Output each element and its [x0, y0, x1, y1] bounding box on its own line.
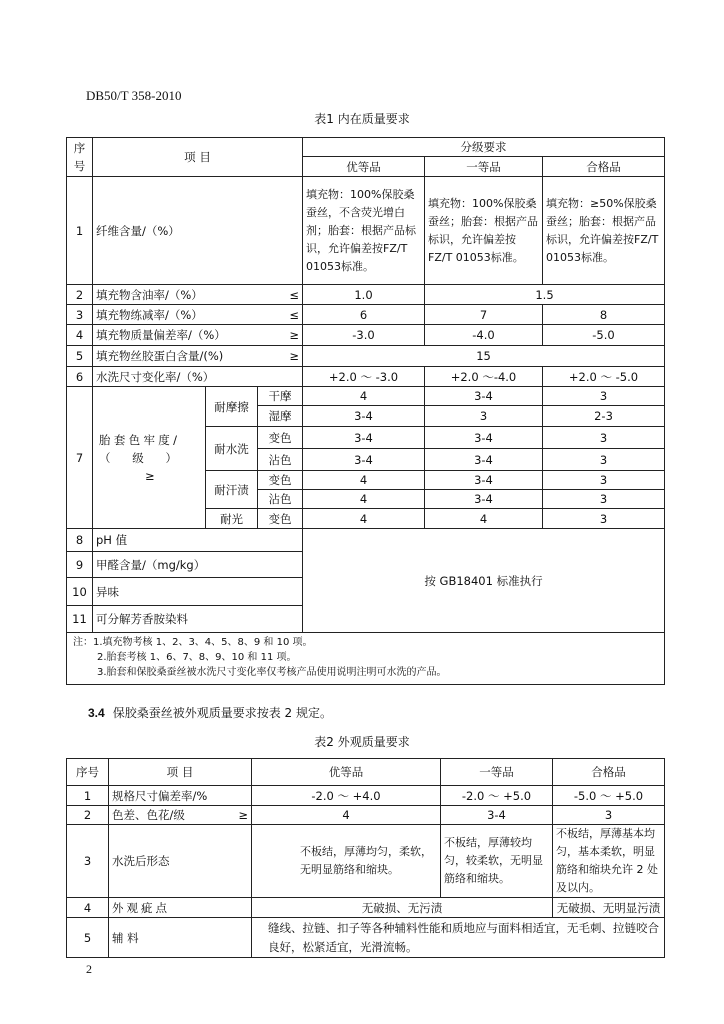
row2-symbol: ≤: [258, 285, 303, 305]
row7-sub-5-grade-2: 3-4: [425, 471, 543, 490]
row7-item: [93, 387, 206, 529]
row7-sub-7: 变色: [258, 509, 303, 529]
row7-sub-2-grade-2: 3: [425, 406, 543, 427]
row7-item-label: 胎套色牢度/（级）: [99, 432, 179, 465]
row2-grade-1: 1.0: [303, 285, 425, 305]
row5-grade-all: 15: [303, 346, 665, 367]
row3-no: 3: [67, 305, 93, 325]
row4-grade-2: -4.0: [425, 325, 543, 346]
row9-item: 甲醛含量/（mg/kg）: [93, 552, 303, 578]
row7-symbol: ≥: [145, 468, 155, 483]
row7-sub-4-grade-2: 3-4: [425, 449, 543, 471]
t2-row4-item: 外观疵点: [109, 898, 252, 918]
t2-row5-grade-all: 缝线、拉链、扣子等各种辅料性能和质地应与面料相适宜，无毛刺、拉链咬合良好，松紧适宜，光滑流畅。: [252, 918, 665, 958]
row7-sub-3-grade-3: 3: [543, 427, 665, 449]
header-no: 序 号: [67, 138, 93, 177]
t2-row5-no: 5: [67, 918, 109, 958]
row7-sub-4-grade-1: 3-4: [303, 449, 425, 471]
row7-sub-1-grade-3: 3: [543, 387, 665, 406]
t2-row2-grade-3: 3: [553, 806, 665, 825]
row1-grade-3: 填充物：≥50%保胶桑蚕丝；胎套：根据产品标识，允许偏差按FZ/T 01053标准。: [543, 177, 665, 285]
row7-sub-3-grade-2: 3-4: [425, 427, 543, 449]
row3-grade-3: 8: [543, 305, 665, 325]
row7-sub-2: 湿摩: [258, 406, 303, 427]
row2-item: 填充物含油率/（%）: [93, 285, 258, 305]
row1-item: 纤维含量/（%）: [93, 177, 303, 285]
t2-header-item: 项 目: [109, 759, 252, 786]
t2-row1-grade-2: -2.0 ～ +5.0: [441, 786, 553, 806]
section-text: 保胶桑蚕丝被外观质量要求按表 2 规定。: [112, 706, 332, 720]
document-id: DB50/T 358-2010: [86, 88, 182, 103]
row2-no: 2: [67, 285, 93, 305]
t2-row4-grade-12: 无破损、无污渍: [252, 898, 553, 918]
row3-grade-2: 7: [425, 305, 543, 325]
row7-group-wash: 耐水洗: [206, 427, 258, 471]
row1-no: 1: [67, 177, 93, 285]
t2-header-grade-2: 一等品: [441, 759, 553, 786]
row6-grade-2: +2.0 ～-4.0: [425, 367, 543, 387]
page-number: 2: [86, 962, 92, 976]
row7-sub-4-grade-3: 3: [543, 449, 665, 471]
row7-sub-1-grade-1: 4: [303, 387, 425, 406]
row5-no: 5: [67, 346, 93, 367]
row5-item: 填充物丝胶蛋白含量/(%): [93, 346, 258, 367]
t2-row3-grade-2: 不板结，厚薄较均匀，较柔软，无明显筋络和缩块。: [441, 825, 553, 898]
header-item: 项 目: [93, 138, 303, 177]
t2-row3-no: 3: [67, 825, 109, 898]
row7-sub-1: 干摩: [258, 387, 303, 406]
row7-no: 7: [67, 387, 93, 529]
row7-group-rub: 耐摩擦: [206, 387, 258, 427]
t2-row1-no: 1: [67, 786, 109, 806]
row6-grade-3: +2.0 ～ -5.0: [543, 367, 665, 387]
row4-no: 4: [67, 325, 93, 346]
note-2: 2.胎套考核 1、6、7、8、9、10 和 11 项。: [97, 652, 297, 663]
row5-symbol: ≥: [258, 346, 303, 367]
row7-sub-2-grade-3: 2-3: [543, 406, 665, 427]
t2-row2-grade-1: 4: [252, 806, 441, 825]
table1-notes: [67, 633, 665, 685]
row9-no: 9: [67, 552, 93, 578]
t2-row1-item: 规格尺寸偏差率/%: [109, 786, 252, 806]
t2-row3-item: 水洗后形态: [109, 825, 252, 898]
row3-symbol: ≤: [258, 305, 303, 325]
t2-header-grade-1: 优等品: [252, 759, 441, 786]
header-grade-1: 优等品: [303, 157, 425, 177]
table2-caption: 表2 外观质量要求: [314, 735, 410, 749]
t2-row1-grade-3: -5.0 ～ +5.0: [553, 786, 665, 806]
row7-sub-5-grade-1: 4: [303, 471, 425, 490]
t2-row3-grade-3: 不板结，厚薄基本均匀，基本柔软，明显筋络和缩块允许 2 处及以内。: [553, 825, 665, 898]
row7-sub-2-grade-1: 3-4: [303, 406, 425, 427]
t2-header-no: 序号: [67, 759, 109, 786]
note-3: 3.胎套和保胶桑蚕丝被水洗尺寸变化率仅考核产品使用说明注明可水洗的产品。: [97, 667, 447, 678]
t2-row2-grade-2: 3-4: [441, 806, 553, 825]
row4-grade-3: -5.0: [543, 325, 665, 346]
t2-header-grade-3: 合格品: [553, 759, 665, 786]
t2-row4-grade-3: 无破损、无明显污渍: [553, 898, 665, 918]
row1-grade-1: 填充物：100%保胶桑蚕丝，不含荧光增白剂；胎套：根据产品标识，允许偏差按FZ/T 01053标准。: [303, 177, 425, 285]
row11-item: 可分解芳香胺染料: [93, 606, 303, 633]
row7-sub-5: 变色: [258, 471, 303, 490]
row6-grade-1: +2.0 ～ -3.0: [303, 367, 425, 387]
row3-grade-1: 6: [303, 305, 425, 325]
row1-grade-2: 填充物：100%保胶桑蚕丝；胎套：根据产品标识，允许偏差按FZ/T 01053标准。: [425, 177, 543, 285]
header-grade-2: 一等品: [425, 157, 543, 177]
row4-grade-1: -3.0: [303, 325, 425, 346]
t2-row2-symbol: ≥: [216, 806, 252, 825]
rows8-11-value: 按 GB18401 标准执行: [303, 529, 665, 633]
t2-row4-no: 4: [67, 898, 109, 918]
row7-sub-4: 沾色: [258, 449, 303, 471]
header-grade-group: 分级要求: [303, 138, 665, 157]
header-grade-3: 合格品: [543, 157, 665, 177]
section-3-4: [88, 704, 332, 721]
appearance-quality-table: [66, 758, 665, 958]
t2-row1-grade-1: -2.0 ～ +4.0: [252, 786, 441, 806]
section-number: 3.4: [88, 706, 105, 720]
t2-row2-no: 2: [67, 806, 109, 825]
row7-sub-3: 变色: [258, 427, 303, 449]
row7-group-light: 耐光: [206, 509, 258, 529]
row7-sub-6: 沾色: [258, 490, 303, 509]
row6-no: 6: [67, 367, 93, 387]
row7-sub-6-grade-3: 3: [543, 490, 665, 509]
row3-item: 填充物练减率/（%）: [93, 305, 258, 325]
row7-sub-7-grade-2: 4: [425, 509, 543, 529]
row2-grade-23: 1.5: [425, 285, 665, 305]
t2-row3-grade-1: 不板结，厚薄均匀，柔软，无明显筋络和缩块。: [252, 825, 441, 898]
row10-no: 10: [67, 578, 93, 606]
row7-sub-1-grade-2: 3-4: [425, 387, 543, 406]
row7-group-sweat: 耐汗渍: [206, 471, 258, 509]
row4-item: 填充物质量偏差率/（%）: [93, 325, 258, 346]
row7-sub-6-grade-2: 3-4: [425, 490, 543, 509]
row11-no: 11: [67, 606, 93, 633]
row7-sub-5-grade-3: 3: [543, 471, 665, 490]
t2-row2-item: 色差、色花/级: [109, 806, 216, 825]
note-1: 注：1.填充物考核 1、2、3、4、5、8、9 和 10 项。: [73, 637, 313, 648]
t2-row5-item: 辅 料: [109, 918, 252, 958]
table1-caption: 表1 内在质量要求: [314, 112, 410, 126]
internal-quality-table: [66, 137, 665, 685]
row7-sub-7-grade-1: 4: [303, 509, 425, 529]
row7-sub-6-grade-1: 4: [303, 490, 425, 509]
row8-no: 8: [67, 529, 93, 552]
row4-symbol: ≥: [258, 325, 303, 346]
row7-sub-3-grade-1: 3-4: [303, 427, 425, 449]
row10-item: 异味: [93, 578, 303, 606]
row7-sub-7-grade-3: 3: [543, 509, 665, 529]
row6-item: 水洗尺寸变化率/（%）: [93, 367, 303, 387]
row8-item: pH 值: [93, 529, 303, 552]
